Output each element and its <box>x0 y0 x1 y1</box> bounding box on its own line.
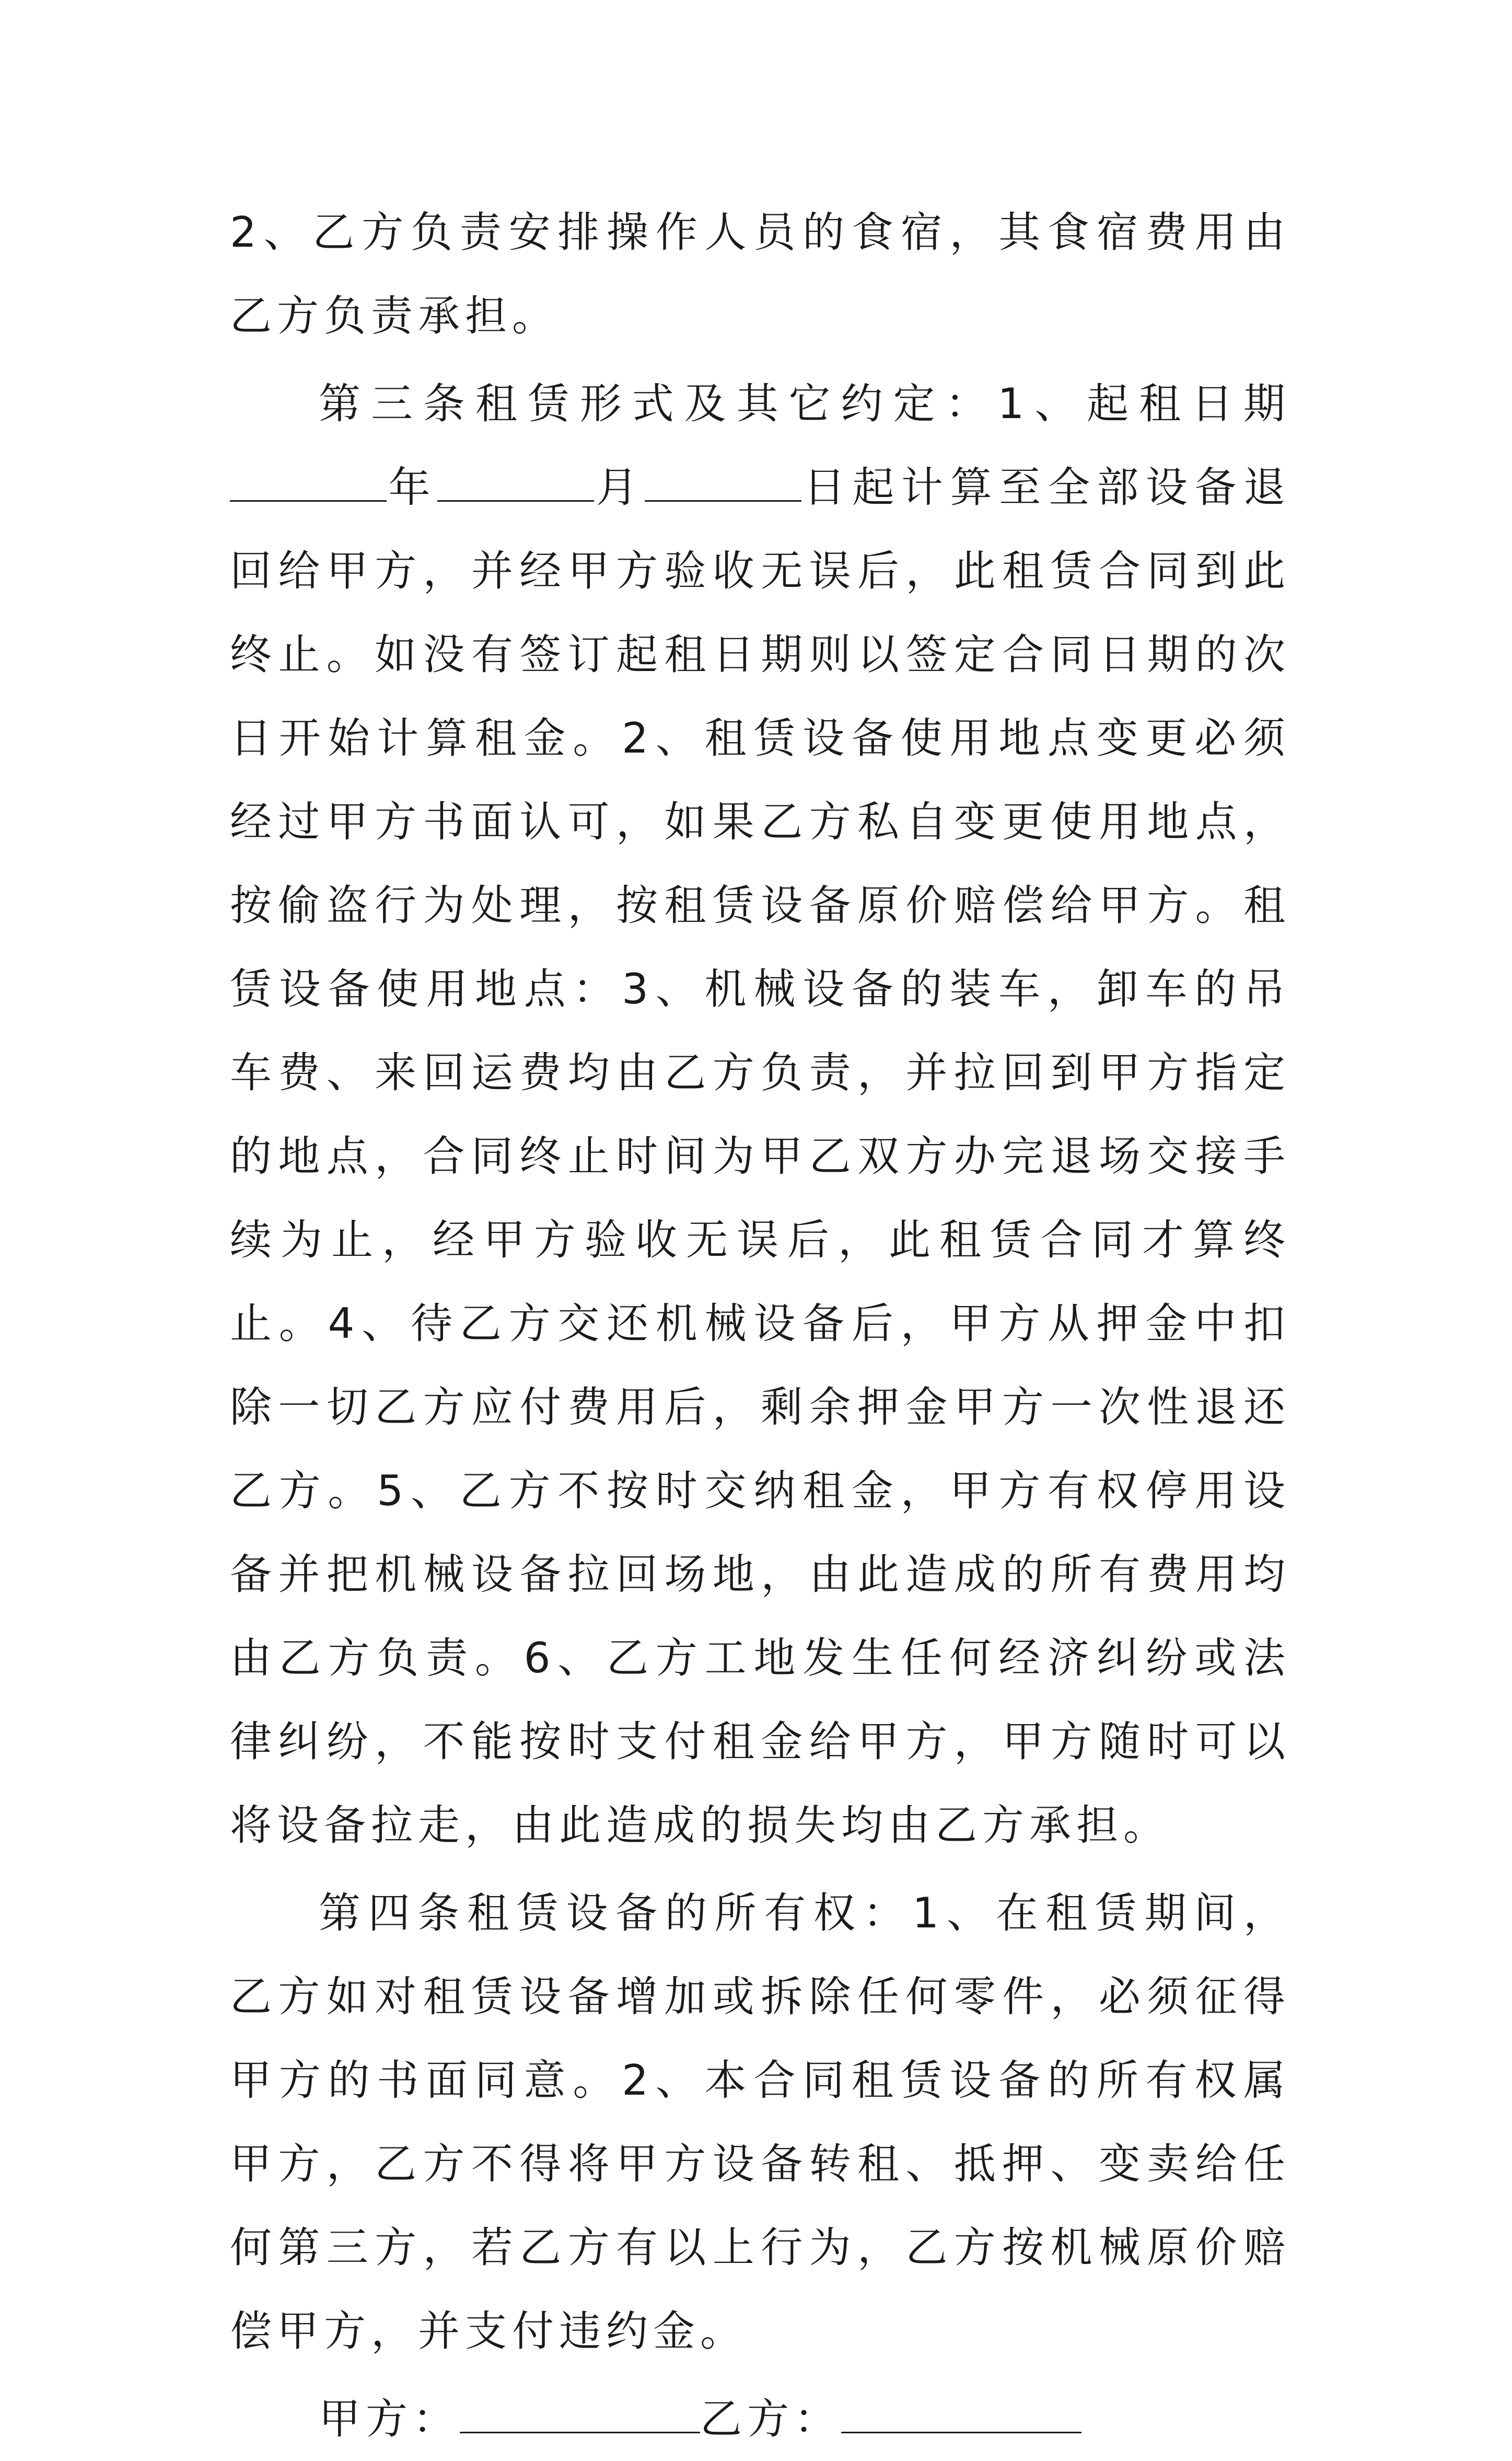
clause-4-ownership: 第四条租赁设备的所有权：1、在租赁期间，乙方如对租赁设备增加或拆除任何零件，必须征得甲方的书面同意。2、本合同租赁设备的所有权属甲方，乙方不得将甲方设备转租、抵押、变卖给任何第三方，若乙方有以上行为，乙方按机械原价赔偿甲方，并支付违约金。 <box>230 1889 1290 2355</box>
start-day-blank <box>645 463 801 502</box>
party-b-signature-blank <box>841 2394 1081 2433</box>
year-label: 年 <box>387 463 438 512</box>
clause-3-lease-terms <box>230 362 1290 1867</box>
clause-3-rest: 日起计算至全部设备退回给甲方，并经甲方验收无误后，此租赁合同到此终止。如没有签订起租日期则以签定合同日期的次日开始计算租金。2、租赁设备使用地点变更必须经过甲方书面认可，如果乙方私自变更使用地点，按偷盗行为处理，按租赁设备原价赔偿给甲方。租赁设备使用地点：3、机械设备的装车，卸车的吊车费、来回运费均由乙方负责，并拉回到甲方指定的地点，合同终止时间为甲乙双方办完退场交接手续为止，经甲方验收无误后，此租赁合同才算终止。4、待乙方交还机械设备后，甲方从押金中扣除一切乙方应付费用后，剩余押金甲方一次性退还乙方。5、乙方不按时交纳租金，甲方有权停用设备并把机械设备拉回场地，由此造成的所有费用均由乙方负责。6、乙方工地发生任何经济纠纷或法律纠纷，不能按时支付租金给甲方，甲方随时可以将设备拉走，由此造成的损失均由乙方承担。 <box>230 463 1291 1850</box>
document-body <box>230 191 1290 2461</box>
start-month-blank <box>437 463 594 502</box>
clause-3-lead: 第三条租赁形式及其它约定：1、起租日期 <box>319 379 1290 428</box>
party-a-signature-blank <box>460 2394 700 2433</box>
month-label: 月 <box>594 463 645 512</box>
start-year-blank <box>230 463 387 502</box>
clause-2-meals-lodging: 2、乙方负责安排操作人员的食宿，其食宿费用由乙方负责承担。 <box>230 208 1290 340</box>
signature-row <box>230 2377 1290 2461</box>
party-b-label: 乙方： <box>700 2395 841 2443</box>
party-a-label: 甲方： <box>319 2395 460 2443</box>
